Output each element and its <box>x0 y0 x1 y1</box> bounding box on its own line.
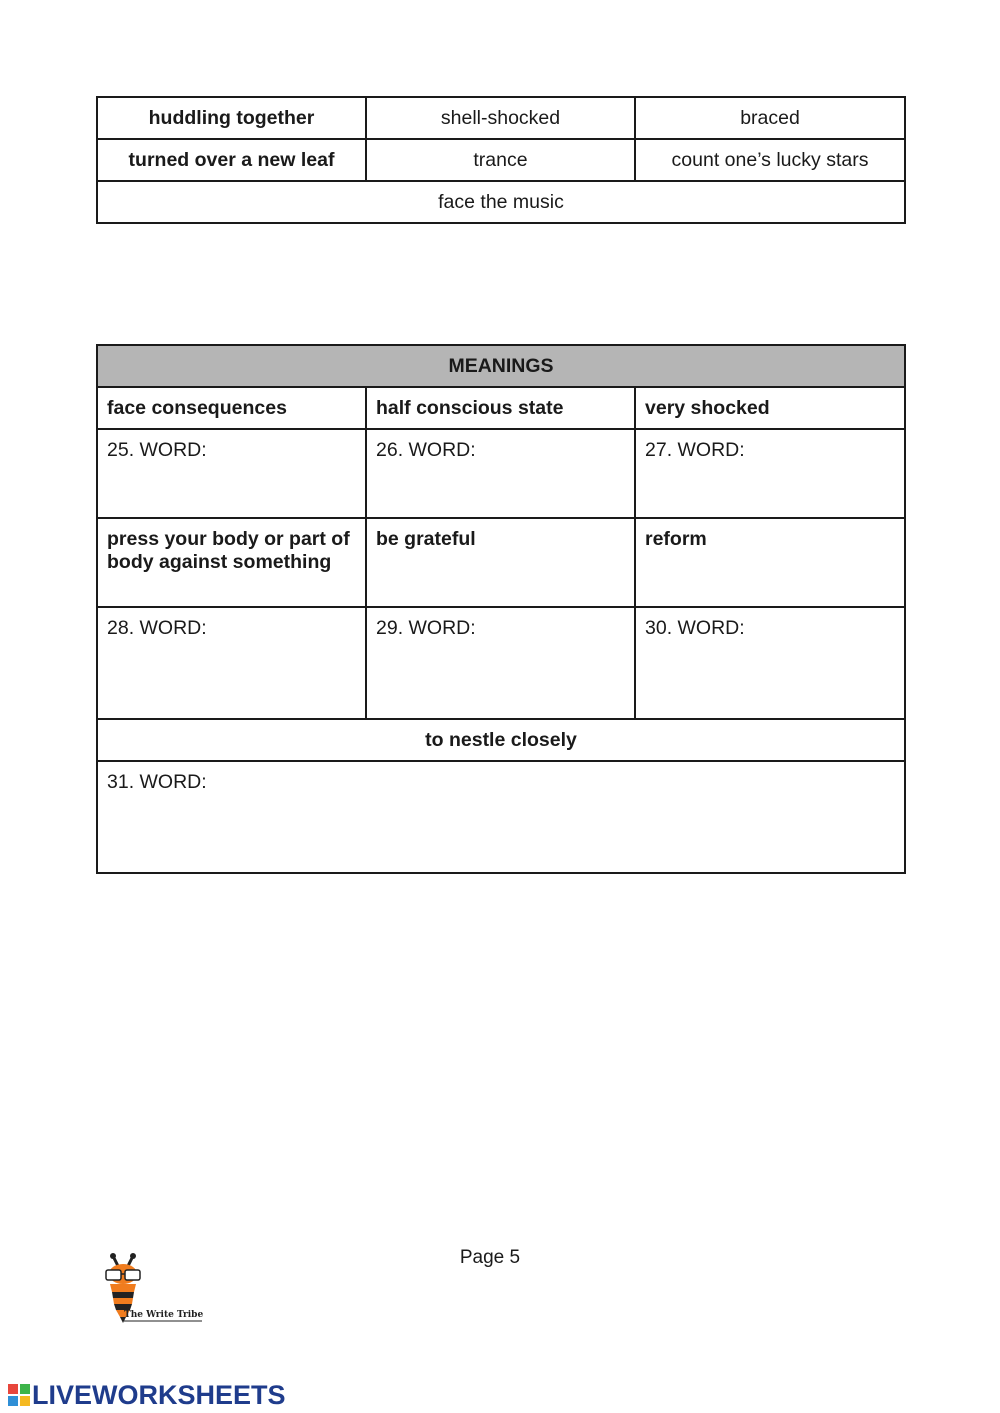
meaning-cell: to nestle closely <box>97 719 905 761</box>
answer-row <box>97 607 905 719</box>
brand-name: LIVEWORKSHEETS <box>32 1379 286 1410</box>
answer-cell[interactable]: 25. WORD: <box>97 429 366 518</box>
table-row <box>97 139 905 181</box>
meaning-cell: reform <box>635 518 905 607</box>
answer-row <box>97 761 905 873</box>
meanings-table <box>96 344 906 874</box>
meaning-row <box>97 719 905 761</box>
logo-tagline: The Write Tribe <box>124 1310 204 1320</box>
meaning-cell: face consequences <box>97 387 366 429</box>
answer-cell[interactable]: 31. WORD: <box>97 761 905 873</box>
meaning-row <box>97 518 905 607</box>
answer-row <box>97 429 905 518</box>
word-bank-table <box>96 96 906 224</box>
meaning-row <box>97 387 905 429</box>
word-bank-cell: shell-shocked <box>366 97 635 139</box>
meaning-cell: be grateful <box>366 518 635 607</box>
blocks-icon <box>8 1384 30 1406</box>
answer-cell[interactable]: 28. WORD: <box>97 607 366 719</box>
table-row <box>97 97 905 139</box>
answer-cell[interactable]: 27. WORD: <box>635 429 905 518</box>
answer-cell[interactable]: 29. WORD: <box>366 607 635 719</box>
meanings-header: MEANINGS <box>97 345 905 387</box>
write-tribe-logo <box>98 1250 208 1328</box>
meaning-cell: half conscious state <box>366 387 635 429</box>
word-bank-cell: face the music <box>97 181 905 223</box>
table-row <box>97 181 905 223</box>
meaning-cell: very shocked <box>635 387 905 429</box>
word-bank-cell: trance <box>366 139 635 181</box>
word-bank-cell: braced <box>635 97 905 139</box>
word-bank-cell: count one’s lucky stars <box>635 139 905 181</box>
answer-cell[interactable]: 30. WORD: <box>635 607 905 719</box>
meaning-cell: press your body or part of body against something <box>97 518 366 607</box>
word-bank-cell: huddling together <box>97 97 366 139</box>
page-number: Page 5 <box>459 1247 521 1268</box>
word-bank-cell: turned over a new leaf <box>97 139 366 181</box>
answer-cell[interactable]: 26. WORD: <box>366 429 635 518</box>
liveworksheets-logo[interactable] <box>8 1380 286 1410</box>
table-header-row <box>97 345 905 387</box>
